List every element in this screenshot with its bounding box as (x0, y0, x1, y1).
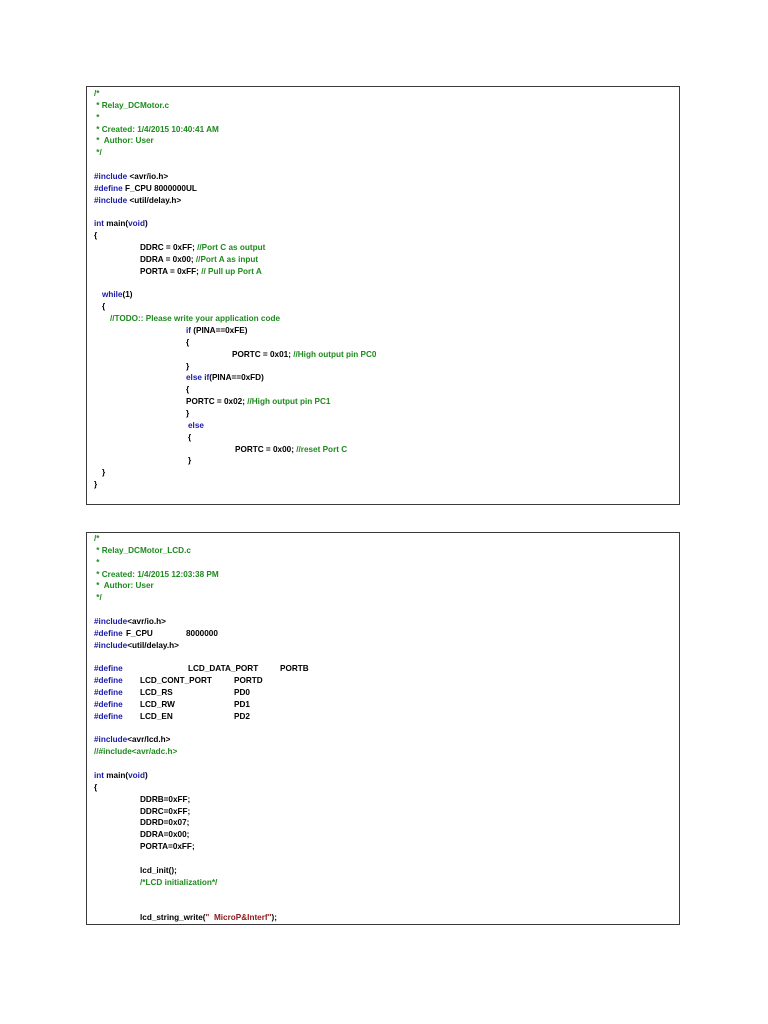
code-token: else (188, 420, 204, 430)
code-line (102, 289, 133, 301)
code-token: (1) (122, 290, 133, 300)
code-token: int (94, 771, 107, 780)
code-token: * Author: User (94, 581, 154, 591)
code-token: * Author: User (94, 136, 154, 146)
code-line (140, 806, 190, 818)
code-token: * Relay_DCMotor_LCD.c (94, 545, 191, 555)
code-token: //High output pin PC0 (293, 349, 377, 359)
code-token: PORTB (280, 664, 309, 674)
code-token: else if (186, 373, 210, 383)
code-line (140, 865, 177, 877)
code-token: /* (94, 534, 100, 543)
code-token: { (186, 337, 190, 347)
code-line (94, 135, 154, 147)
code-token: LCD_CONT_PORT (140, 676, 212, 686)
code-line (94, 112, 99, 124)
code-token: * (94, 557, 100, 567)
code-token: ) (144, 771, 148, 780)
code-line (102, 301, 105, 313)
code-line (94, 770, 148, 782)
code-token: /* (94, 89, 100, 98)
code-token: LCD_DATA_PORT (188, 664, 259, 674)
code-token: 8000000 (186, 628, 218, 638)
code-token: //TODO:: Please write your application code (110, 314, 281, 324)
code-token: int (94, 219, 107, 229)
code-token: //Port C as output (197, 243, 266, 253)
code-token: LCD_RS (140, 688, 173, 698)
code-line (140, 254, 258, 266)
code-token: main( (106, 219, 129, 229)
code-token: LCD_EN (140, 711, 173, 721)
code-token: #include (94, 195, 130, 205)
code-line (186, 408, 189, 420)
code-token: // Pull up Port A (201, 266, 262, 276)
code-token: } (102, 468, 106, 478)
code-token: */ (94, 593, 102, 603)
code-token: void (128, 219, 145, 229)
code-token: { (94, 231, 98, 241)
code-line (94, 782, 97, 794)
code-token: { (102, 302, 106, 312)
code-token: lcd_init(); (140, 865, 177, 875)
code-token: (PINA==0xFD) (209, 373, 264, 383)
code-line (186, 396, 330, 408)
code-token: <avr/lcd.h> (127, 735, 171, 745)
code-token: LCD_RW (140, 699, 175, 709)
code-line (94, 88, 99, 100)
code-line (94, 699, 250, 711)
code-token: PORTC = 0x01; (232, 349, 294, 359)
code-token: * Created: 1/4/2015 12:03:38 PM (94, 569, 219, 579)
code-line (94, 675, 263, 687)
code-line (94, 734, 170, 746)
code-token: DDRB=0xFF; (140, 794, 191, 804)
code-line (140, 242, 265, 254)
code-line (140, 877, 217, 889)
code-token: F_CPU (126, 628, 153, 638)
code-line (94, 746, 177, 758)
code-line (188, 420, 204, 432)
code-line (94, 195, 181, 207)
code-token: #define (94, 699, 123, 709)
code-token: { (186, 385, 190, 395)
code-token: //Port A as input (195, 254, 259, 264)
code-token: <util/delay.h> (127, 640, 179, 650)
code-token: PD2 (234, 711, 250, 721)
code-token: DDRA=0x00; (140, 830, 190, 840)
code-token: * Relay_DCMotor.c (94, 100, 170, 110)
code-line (94, 218, 148, 230)
code-line (140, 794, 190, 806)
code-line (94, 124, 219, 136)
code-token: <avr/io.h> (129, 171, 169, 181)
code-line (94, 628, 218, 640)
code-token: PORTA = 0xFF; (140, 266, 202, 276)
code-line (186, 337, 189, 349)
code-token: DDRC = 0xFF; (140, 243, 198, 253)
code-line (94, 580, 154, 592)
code-line (140, 266, 262, 278)
code-token: #include (94, 616, 128, 626)
code-line (94, 183, 197, 195)
code-token: #include (94, 640, 128, 650)
code-line (94, 479, 97, 491)
code-line (140, 817, 189, 829)
code-token: DDRD=0x07; (140, 818, 190, 828)
code-line (186, 361, 189, 373)
code-line (94, 640, 179, 652)
code-token: PORTD (234, 676, 263, 686)
code-token: } (186, 408, 190, 418)
code-line (110, 313, 280, 325)
code-line (186, 372, 264, 384)
code-token: #include (94, 171, 130, 181)
code-token: PORTC = 0x00; (235, 444, 297, 454)
code-token: #define (94, 711, 123, 721)
code-line (140, 912, 277, 924)
code-line (94, 711, 250, 723)
code-token: PD1 (234, 699, 250, 709)
code-token: //High output pin PC1 (247, 397, 331, 407)
code-token: #define (94, 688, 123, 698)
code-token: { (188, 432, 192, 442)
code-token: DDRC=0xFF; (140, 806, 191, 816)
code-token: /*LCD initialization*/ (140, 877, 218, 887)
code-token: #define (94, 628, 123, 638)
code-token: " MicroP&Interf" (205, 913, 272, 923)
code-listing-relay-dcmotor (86, 86, 680, 505)
code-token: if (186, 326, 194, 335)
code-line (94, 592, 102, 604)
code-token: //reset Port C (296, 444, 348, 454)
code-line (94, 569, 219, 581)
code-line (94, 230, 97, 242)
code-line (188, 455, 191, 467)
code-token: */ (94, 148, 102, 158)
code-line (94, 147, 102, 159)
code-token: * Created: 1/4/2015 10:40:41 AM (94, 124, 219, 134)
code-token: PD0 (234, 688, 250, 698)
code-token: #define (94, 664, 123, 674)
code-line (94, 687, 250, 699)
code-token: lcd_string_write( (140, 913, 206, 923)
code-line (102, 467, 105, 479)
code-line (94, 557, 99, 569)
code-line (188, 432, 191, 444)
code-token: } (186, 361, 190, 371)
code-token: #define (94, 676, 123, 686)
code-token: while (102, 290, 123, 300)
code-token: <util/delay.h> (129, 195, 182, 205)
code-line (94, 616, 166, 628)
code-token: #include (94, 735, 128, 745)
code-token: main( (106, 771, 129, 780)
code-line (232, 349, 376, 361)
code-token: PORTA=0xFF; (140, 842, 195, 852)
code-token: ) (144, 219, 148, 229)
code-token: DDRA = 0x00; (140, 254, 196, 264)
code-line (94, 171, 168, 183)
code-line (94, 100, 169, 112)
code-token: <avr/io.h> (127, 616, 166, 626)
code-line (186, 384, 189, 396)
code-token: { (94, 782, 98, 792)
code-token: } (94, 480, 98, 490)
code-token: * (94, 112, 100, 122)
code-line (140, 841, 195, 853)
code-line (186, 325, 247, 337)
code-token: #define (94, 183, 125, 193)
code-line (94, 663, 309, 675)
code-line (94, 533, 99, 545)
code-listing-relay-dcmotor-lcd (86, 532, 680, 925)
code-token: (PINA==0xFE) (193, 326, 248, 335)
code-token: //#include<avr/adc.h> (94, 747, 178, 757)
code-token: ); (271, 913, 277, 923)
code-line (235, 444, 347, 456)
code-token: void (128, 771, 145, 780)
code-line (94, 545, 191, 557)
code-token: } (188, 456, 192, 466)
code-token: PORTC = 0x02; (186, 397, 248, 407)
code-line (140, 829, 189, 841)
code-token: F_CPU 8000000UL (124, 183, 197, 193)
